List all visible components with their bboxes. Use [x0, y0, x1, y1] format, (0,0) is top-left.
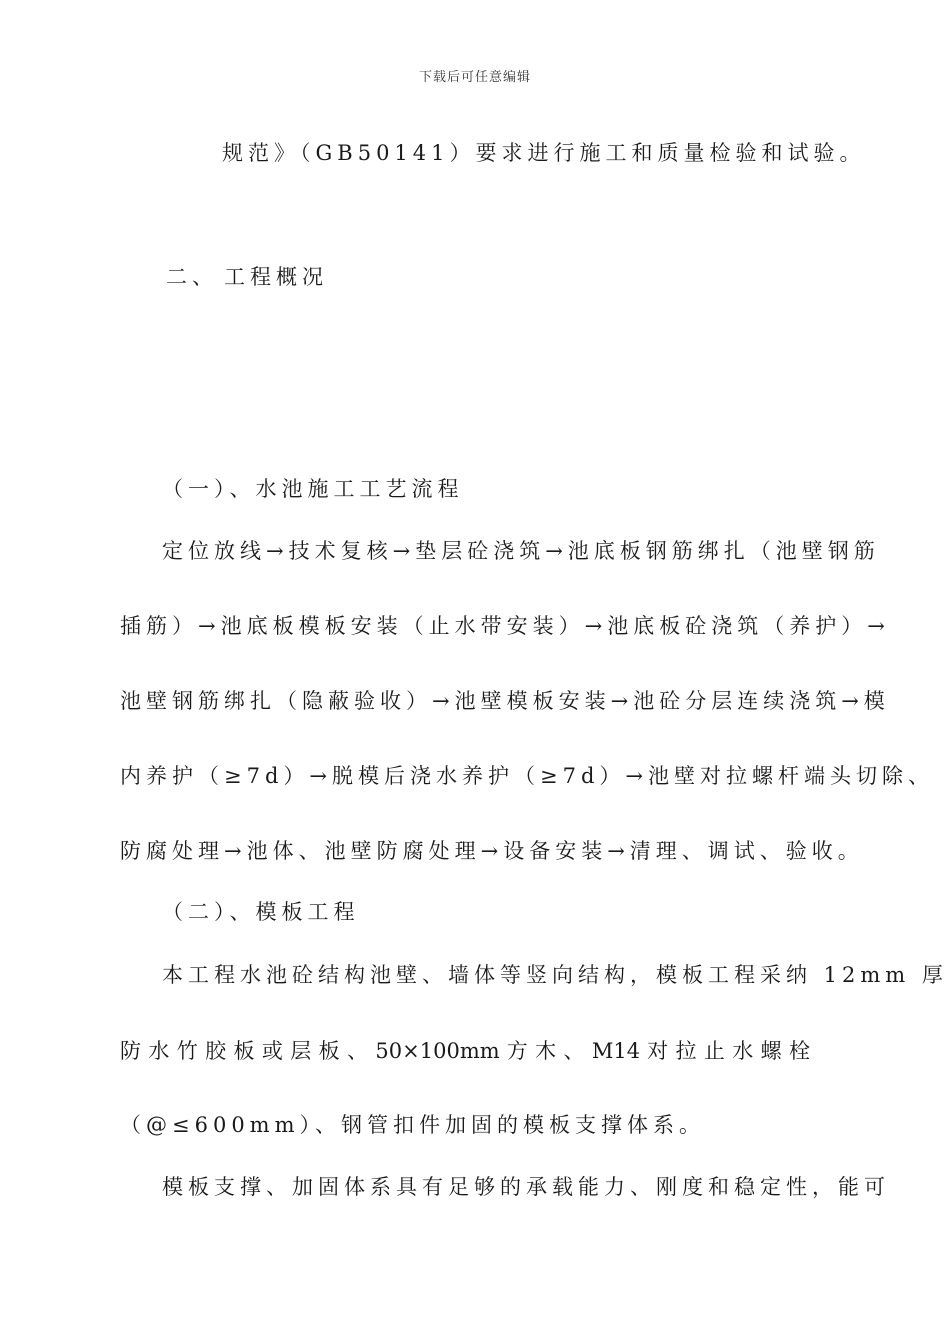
formwork-line-2: 防 水 竹 胶 板 或 层 板 、 50×100mm 方 木 、 M14 对 拉 止 水 螺 栓	[120, 1039, 810, 1063]
formwork-line-1: 本工程水池砼结构池壁、墙体等竖向结构，模板工程采纳 12mm 厚	[162, 963, 948, 987]
continuation-line: 规范》（GB50141）要求进行施工和质量检验和试验。	[222, 141, 866, 165]
subsection-two-title: （二）、模板工程	[162, 900, 360, 924]
process-line-1: 定位放线→技术复核→垫层砼浇筑→池底板钢筋绑扎（池壁钢筋	[162, 539, 880, 563]
section-two-number: 二、	[166, 265, 218, 289]
process-line-5: 防腐处理→池体、池壁防腐处理→设备安装→清理、调试、验收。	[120, 839, 864, 863]
process-line-4: 内养护（≥7d）→脱模后浇水养护（≥7d）→池壁对拉螺杆端头切除、	[120, 764, 934, 788]
subsection-one-title: （一）、水池施工工艺流程	[162, 477, 464, 501]
process-line-3: 池壁钢筋绑扎（隐蔽验收）→池壁模板安装→池砼分层连续浇筑→模	[120, 689, 890, 713]
page-header-note: 下载后可任意编辑	[418, 70, 531, 85]
formwork-line-3: （@≤600mm）、钢管扣件加固的模板支撑体系。	[120, 1113, 706, 1137]
formwork-line-4: 模板支撑、加固体系具有足够的承载能力、刚度和稳定性，能可	[162, 1175, 890, 1199]
process-line-2: 插筋）→池底板模板安装（止水带安装）→池底板砼浇筑（养护）→	[120, 614, 890, 638]
section-two-title: 工程概况	[224, 265, 328, 289]
